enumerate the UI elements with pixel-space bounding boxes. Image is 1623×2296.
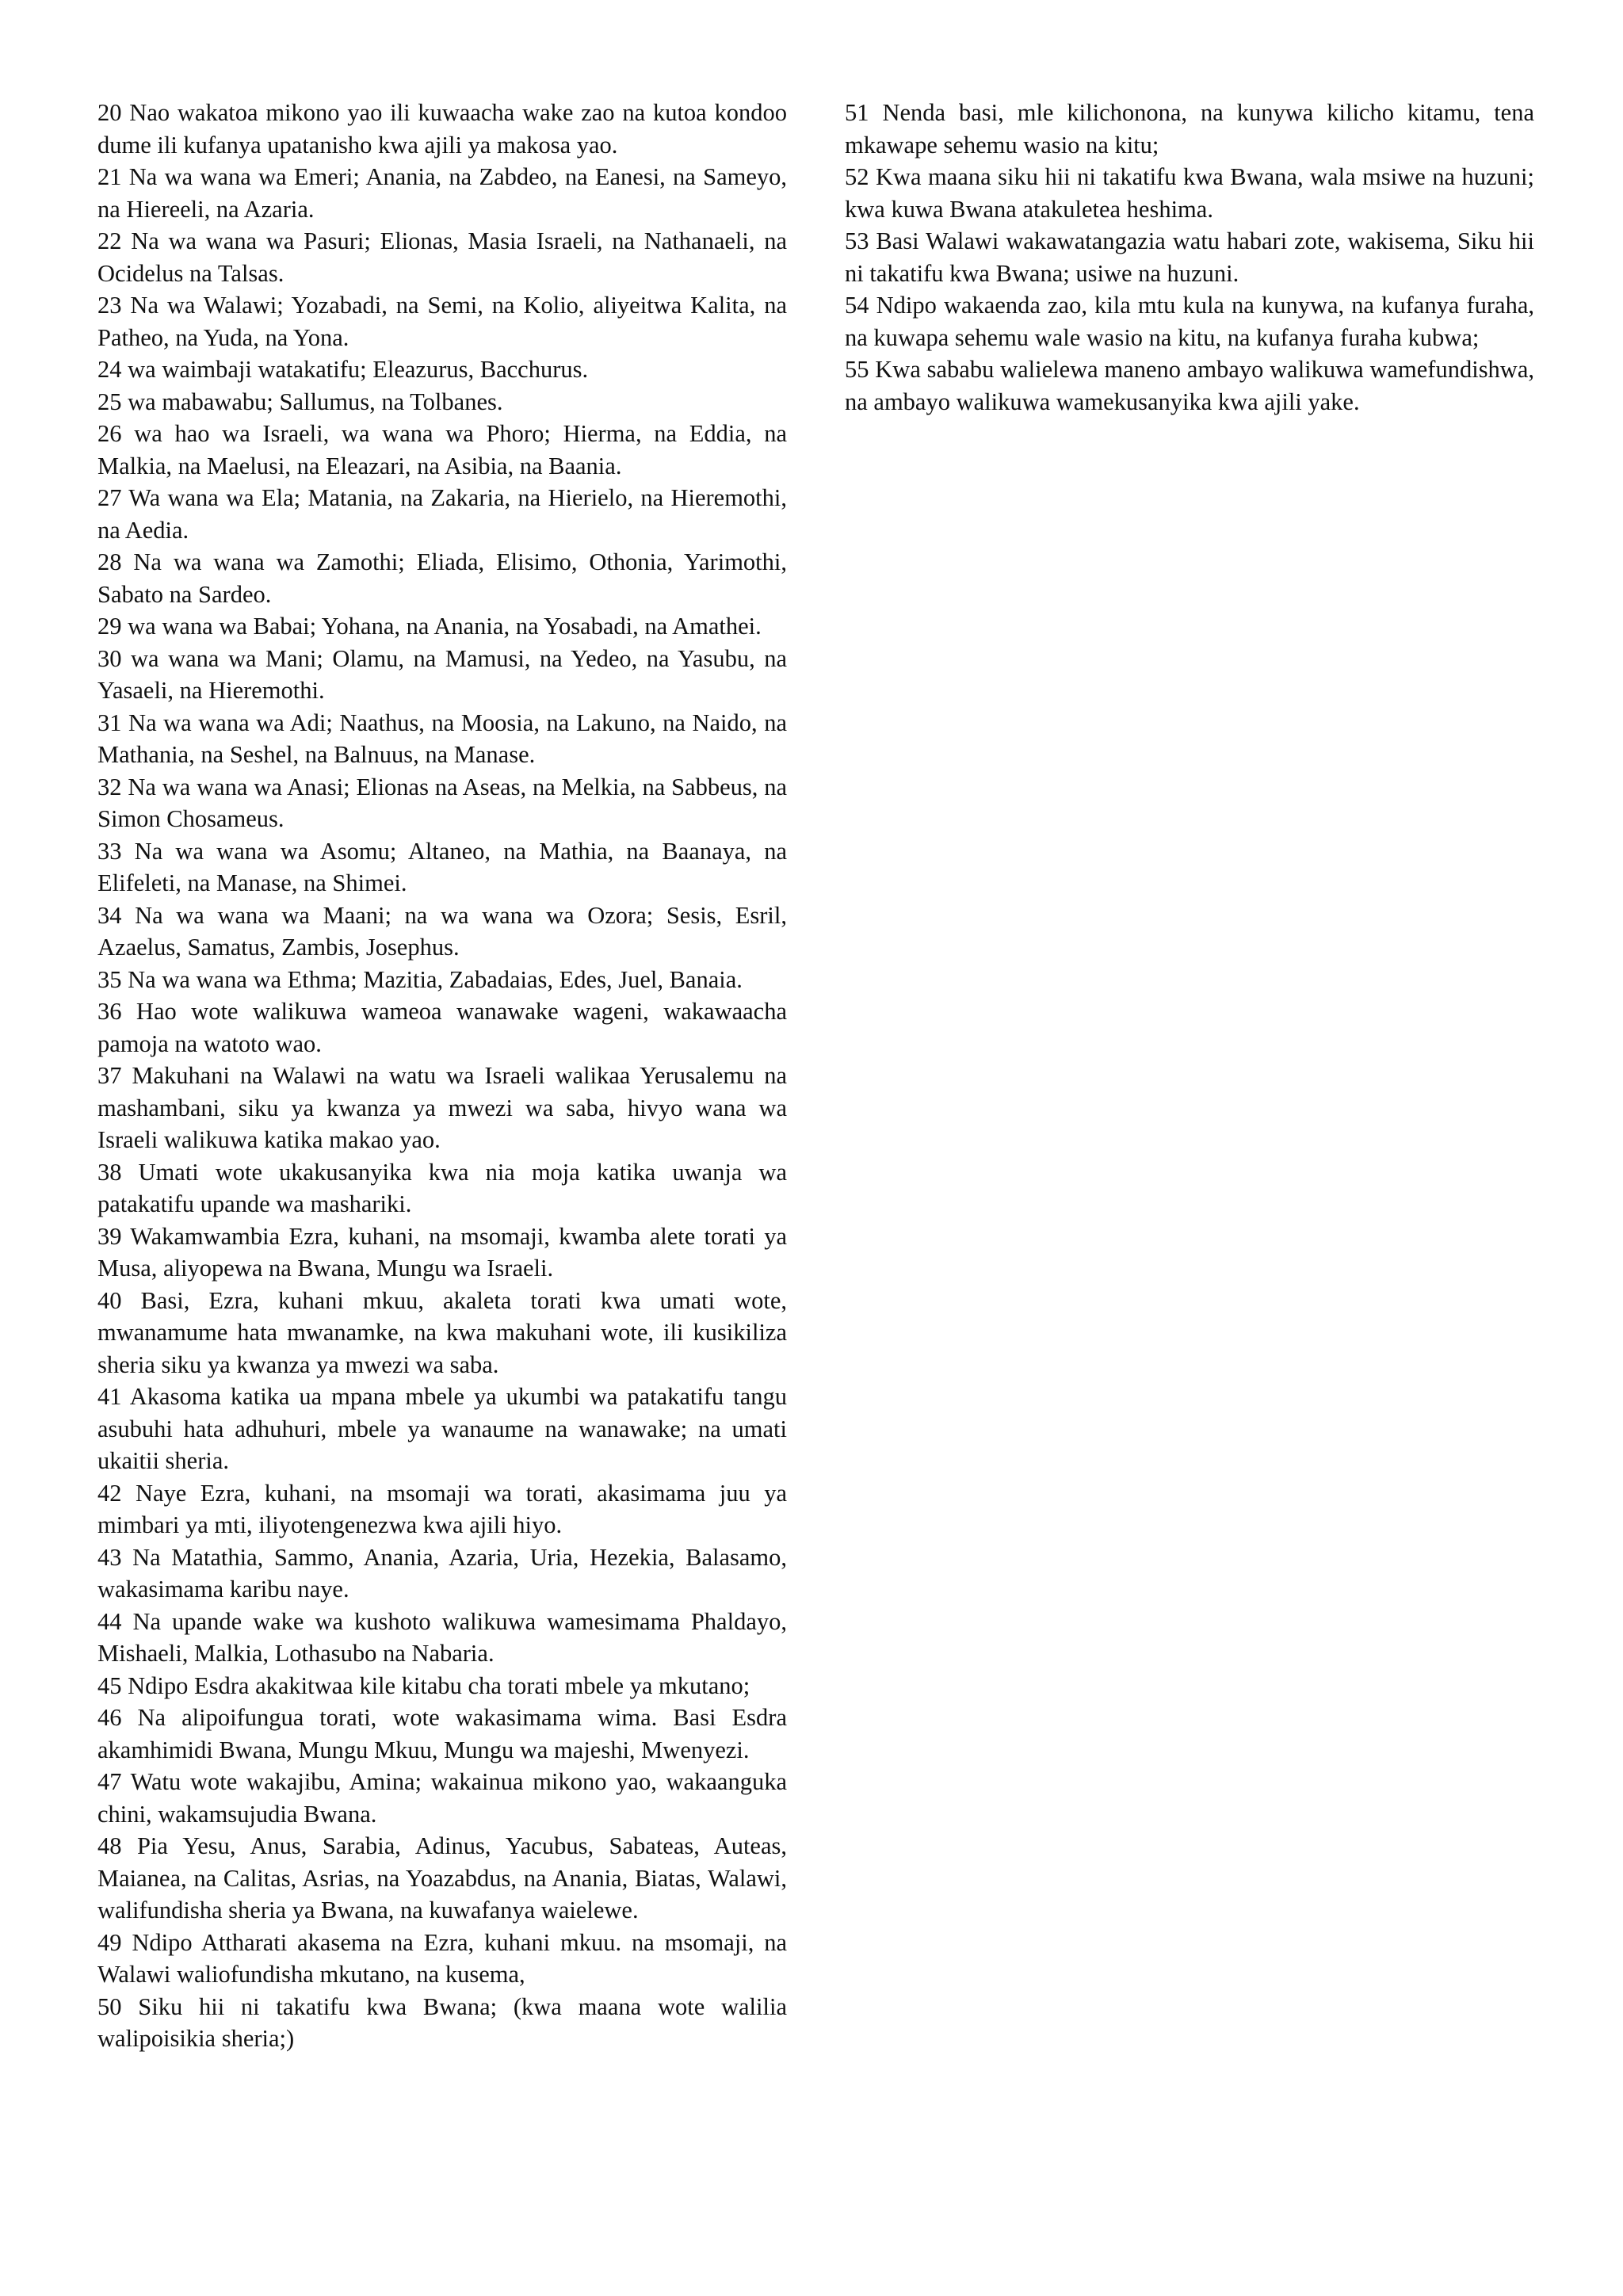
verse-29: 29 wa wana wa Babai; Yohana, na Anania, na Yosabadi, na Amathei. <box>97 613 762 640</box>
verse-41: 41 Akasoma katika ua mpana mbele ya ukumbi wa patakatifu tangu asubuhi hata adhuhuri, mbele ya wanaume na wanawake; na umati ukaitii sheria. <box>97 1383 787 1474</box>
verse-21: 21 Na wa wana wa Emeri; Anania, na Zabdeo, na Eanesi, na Sameyo, na Hiereeli, na Azaria. <box>97 163 787 223</box>
verse-34: 34 Na wa wana wa Maani; na wa wana wa Ozora; Sesis, Esril, Azaelus, Samatus, Zambis, Josephus. <box>97 901 787 961</box>
verse-31: 31 Na wa wana wa Adi; Naathus, na Moosia, na Lakuno, na Naido, na Mathania, na Seshel, na Balnuus, na Manase. <box>97 709 787 768</box>
verse-33: 33 Na wa wana wa Asomu; Altaneo, na Mathia, na Baanaya, na Elifeleti, na Manase, na Shimei. <box>97 837 787 896</box>
verse-23: 23 Na wa Walawi; Yozabadi, na Semi, na Kolio, aliyeitwa Kalita, na Patheo, na Yuda, na Yona. <box>97 292 787 351</box>
verse-51: 51 Nenda basi, mle kilichonona, na kunywa kilicho kitamu, tena mkawape sehemu wasio na kitu; <box>845 99 1534 159</box>
verse-25: 25 wa mabawabu; Sallumus, na Tolbanes. <box>97 388 503 415</box>
verse-35: 35 Na wa wana wa Ethma; Mazitia, Zabadaias, Edes, Juel, Banaia. <box>97 965 743 993</box>
verse-22: 22 Na wa wana wa Pasuri; Elionas, Masia Israeli, na Nathanaeli, na Ocidelus na Talsas. <box>97 227 787 287</box>
right-text-column <box>845 97 1534 418</box>
verse-47: 47 Watu wote wakajibu, Amina; wakainua mikono yao, wakaanguka chini, wakamsujudia Bwana. <box>97 1768 787 1828</box>
verse-28: 28 Na wa wana wa Zamothi; Eliada, Elisimo, Othonia, Yarimothi, Sabato na Sardeo. <box>97 548 787 608</box>
verse-46: 46 Na alipoifungua torati, wote wakasimama wima. Basi Esdra akamhimidi Bwana, Mungu Mkuu, Mungu wa majeshi, Mwenyezi. <box>97 1704 787 1763</box>
verse-53: 53 Basi Walawi wakawatangazia watu habari zote, wakisema, Siku hii ni takatifu kwa Bwana; usiwe na huzuni. <box>845 227 1534 287</box>
verse-24: 24 wa waimbaji watakatifu; Eleazurus, Bacchurus. <box>97 356 589 383</box>
verse-30: 30 wa wana wa Mani; Olamu, na Mamusi, na Yedeo, na Yasubu, na Yasaeli, na Hieremothi. <box>97 644 787 704</box>
verse-40: 40 Basi, Ezra, kuhani mkuu, akaleta torati kwa umati wote, mwanamume hata mwanamke, na kwa makuhani wote, ili kusikiliza sheria siku ya kwanza ya mwezi wa saba. <box>97 1286 787 1378</box>
verse-38: 38 Umati wote ukakusanyika kwa nia moja katika uwanja wa patakatifu upande wa mashariki. <box>97 1158 787 1217</box>
verse-54: 54 Ndipo wakaenda zao, kila mtu kula na kunywa, na kufanya furaha, na kuwapa sehemu wale wasio na kitu, na kufanya furaha kubwa; <box>845 292 1534 351</box>
verse-32: 32 Na wa wana wa Anasi; Elionas na Aseas, na Melkia, na Sabbeus, na Simon Chosameus. <box>97 773 787 832</box>
verse-27: 27 Wa wana wa Ela; Matania, na Zakaria, na Hierielo, na Hieremothi, na Aedia. <box>97 484 787 544</box>
verse-39: 39 Wakamwambia Ezra, kuhani, na msomaji, kwamba alete torati ya Musa, aliyopewa na Bwana, Mungu wa Israeli. <box>97 1222 787 1282</box>
verse-36: 36 Hao wote walikuwa wameoa wanawake wageni, wakawaacha pamoja na watoto wao. <box>97 998 787 1057</box>
verse-55: 55 Kwa sababu walielewa maneno ambayo walikuwa wamefundishwa, na ambayo walikuwa wamekusanyika kwa ajili yake. <box>845 356 1534 415</box>
verse-52: 52 Kwa maana siku hii ni takatifu kwa Bwana, wala msiwe na huzuni; kwa kuwa Bwana atakuletea heshima. <box>845 163 1534 223</box>
left-text-column <box>97 97 787 2055</box>
verse-20: 20 Nao wakatoa mikono yao ili kuwaacha wake zao na kutoa kondoo dume ili kufanya upatanisho kwa ajili ya makosa yao. <box>97 99 787 159</box>
verse-50: 50 Siku hii ni takatifu kwa Bwana; (kwa maana wote walilia walipoisikia sheria;) <box>97 1992 787 2052</box>
verse-44: 44 Na upande wake wa kushoto walikuwa wamesimama Phaldayo, Mishaeli, Malkia, Lothasubo na Nabaria. <box>97 1607 787 1667</box>
verse-45: 45 Ndipo Esdra akakitwaa kile kitabu cha torati mbele ya mkutano; <box>97 1671 750 1699</box>
verse-49: 49 Ndipo Attharati akasema na Ezra, kuhani mkuu. na msomaji, na Walawi waliofundisha mkutano, na kusema, <box>97 1928 787 1988</box>
verse-42: 42 Naye Ezra, kuhani, na msomaji wa torati, akasimama juu ya mimbari ya mti, iliyotengenezwa kwa ajili hiyo. <box>97 1479 787 1538</box>
verse-26: 26 wa hao wa Israeli, wa wana wa Phoro; Hierma, na Eddia, na Malkia, na Maelusi, na Eleazari, na Asibia, na Baania. <box>97 420 787 479</box>
verse-43: 43 Na Matathia, Sammo, Anania, Azaria, Uria, Hezekia, Balasamo, wakasimama karibu naye. <box>97 1543 787 1603</box>
verse-48: 48 Pia Yesu, Anus, Sarabia, Adinus, Yacubus, Sabateas, Auteas, Maianea, na Calitas, Asrias, na Yoazabdus, na Anania, Biatas, Walawi, walifundisha sheria ya Bwana, na kuwafanya waielewe. <box>97 1832 787 1924</box>
verse-37: 37 Makuhani na Walawi na watu wa Israeli walikaa Yerusalemu na mashambani, siku ya kwanza ya mwezi wa saba, hivyo wana wa Israeli walikuwa katika makao yao. <box>97 1062 787 1153</box>
